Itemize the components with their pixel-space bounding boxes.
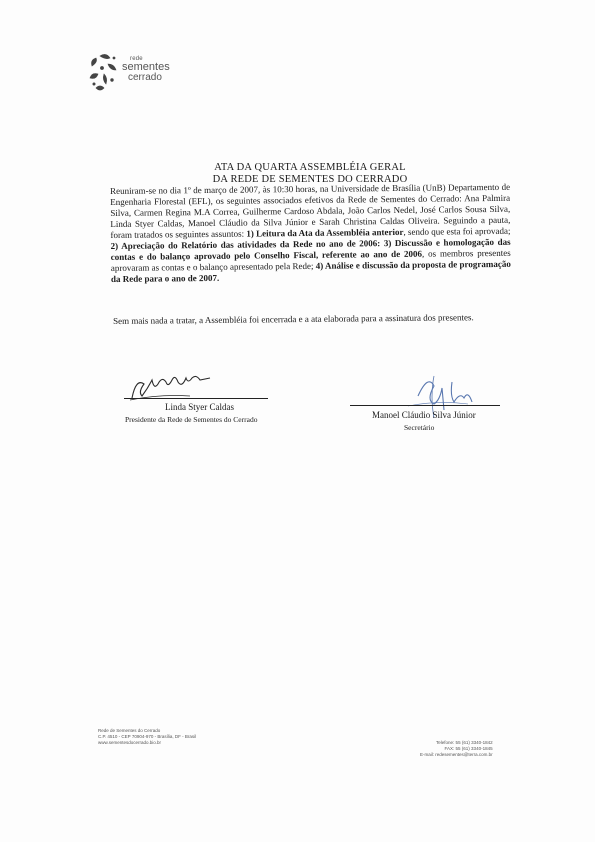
left-signatory-role: Presidente da Rede de Sementes do Cerrado bbox=[125, 415, 258, 424]
agenda-item-4: 4) Análise e discussão da proposta de programação da Rede para o ano de 2007. bbox=[110, 258, 511, 284]
footer-left-line: Rede de Sementes do Cerrado bbox=[98, 728, 161, 733]
footer-left-line: www.sementesdocerrado.bio.br bbox=[98, 740, 162, 745]
logo-cerrado-text: cerrado bbox=[128, 72, 162, 83]
left-signatory-name: Linda Styer Caldas bbox=[165, 402, 234, 412]
footer-contact bbox=[420, 740, 493, 758]
logo-rede-text: rede bbox=[130, 56, 143, 62]
footer-left-line: C.P. 4510 - CEP 70904-970 - Brasília, DF - Brasil bbox=[98, 734, 197, 739]
signature-line-left bbox=[124, 398, 268, 399]
footer-right-line: Telefone: 55 (61) 3340-1842 bbox=[436, 740, 493, 745]
minutes-body bbox=[110, 182, 511, 285]
signature-linda-styer-caldas bbox=[128, 370, 238, 406]
logo-wordmark bbox=[122, 56, 170, 83]
footer-right-line: FAX: 55 (61) 3340-1845 bbox=[444, 746, 493, 751]
agenda-items-2-3: 2) Apreciação do Relatório das atividades da Rede no ano de 2006: 3) Discussão e homologação das contas e do balanço aprovado pelo Conselho Fiscal, referente ao ano de 2006 bbox=[110, 236, 511, 262]
footer-right-line: E-mail: redesementes@terra.com.br bbox=[420, 752, 493, 757]
seed-swirl-icon bbox=[86, 50, 122, 98]
title-line-2: DA REDE DE SEMENTES DO CERRADO bbox=[212, 174, 408, 185]
agenda-item-1: 1) Leitura da Ata da Assembléia anterior bbox=[246, 226, 404, 239]
title-line-1: ATA DA QUARTA ASSEMBLÉIA GERAL bbox=[214, 162, 406, 173]
minutes-paragraph bbox=[110, 182, 511, 285]
agenda-item-1-note: , sendo que esta foi aprovada; bbox=[403, 225, 511, 237]
right-signatory-role: Secretário bbox=[404, 423, 435, 432]
logo-sementes-text: sementes bbox=[122, 61, 170, 73]
signature-line-right bbox=[350, 405, 500, 406]
intro-text: Reuniram-se no dia 1º de março de 2007, às 10:30 horas, na Universidade de Brasília (UnB) Departamento de Engenharia Florestal (EFL), os seguintes associados efetivos da Rede de Sementes do Cerrado: Ana Palmira Silva, Carmen Regina M.A Correa, Guilherme Cardoso Abdala, João Carlos Nedel, José Carlos Sousa Silva, Linda Styer Caldas, Manoel Cláudio da Silva Júnior e Sarah Christina Caldas Oliveira. Seguindo a pauta, foram tratados os seguintes assuntos: bbox=[110, 181, 511, 240]
right-signatory-name: Manoel Cláudio Silva Júnior bbox=[372, 410, 476, 420]
footer-address bbox=[98, 728, 196, 746]
rede-sementes-logo bbox=[86, 50, 206, 102]
agenda-item-3-note: , os membros presentes aprovaram as contas e o balanço apresentado pela Rede; bbox=[110, 247, 511, 273]
closing-paragraph: Sem mais nada a tratar, a Assembléia foi encerrada e a ata elaborada para a assinatura dos presentes. bbox=[113, 312, 474, 326]
